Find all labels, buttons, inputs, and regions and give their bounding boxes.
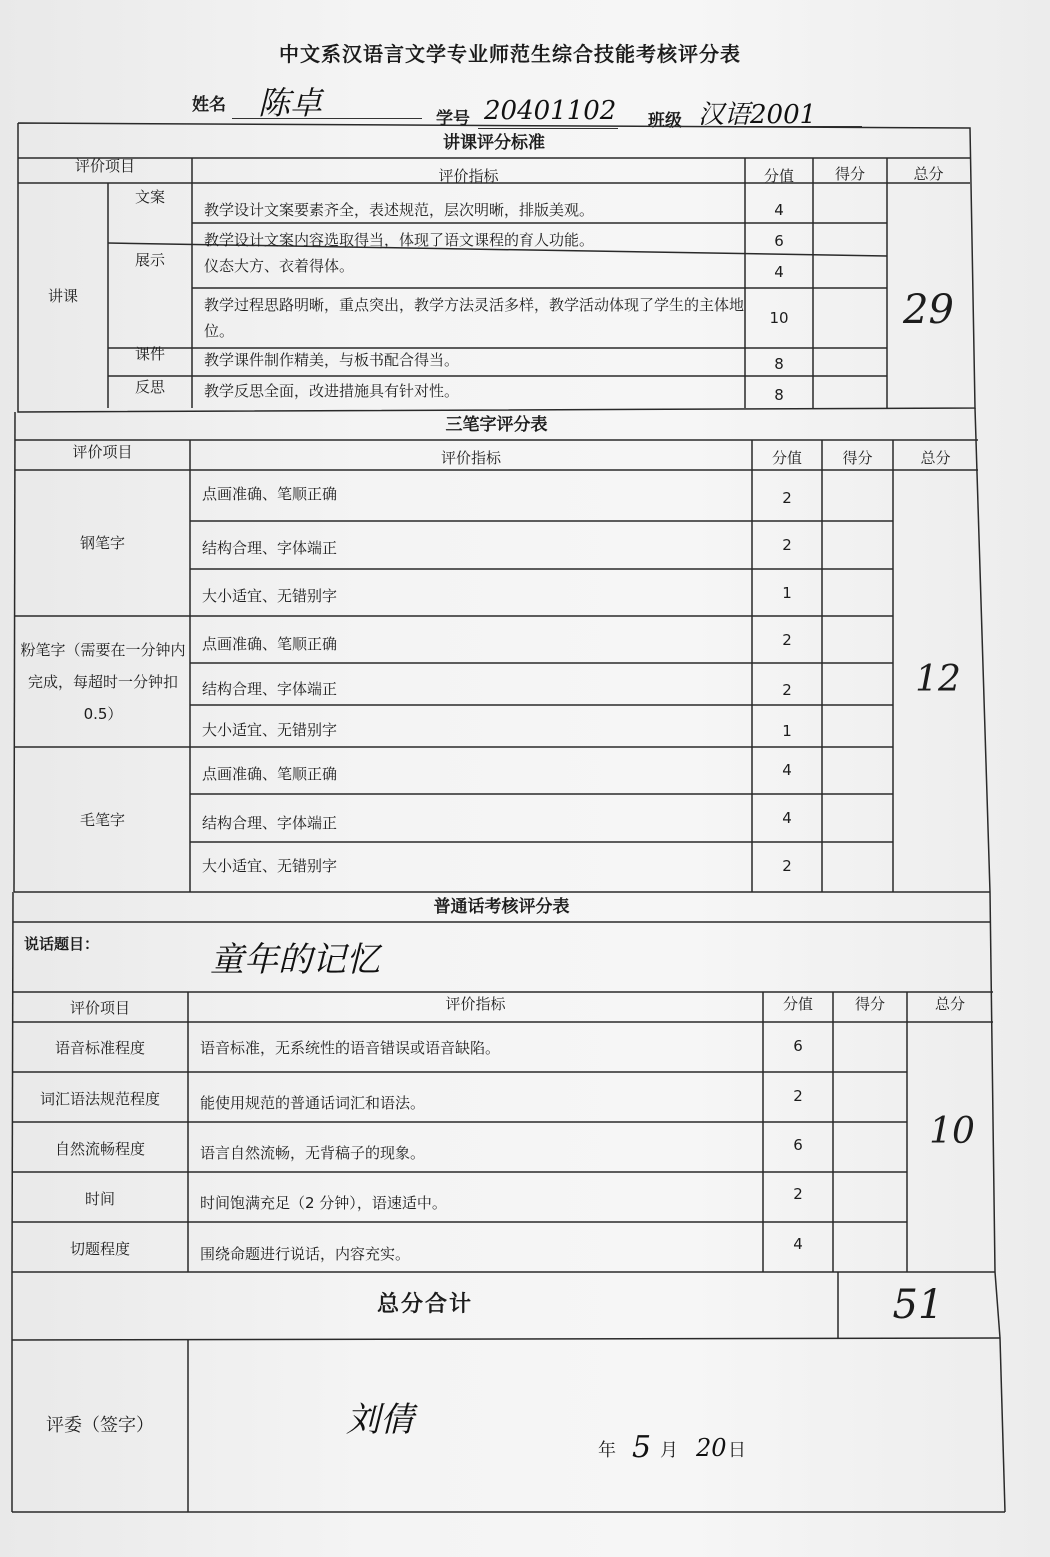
calligraphy-col-value: 分值 [771,449,802,467]
class-value: 汉语2001 [698,100,817,130]
calligraphy-row-indicator: 结构合理、字体端正 [202,680,338,698]
lecture-subcat-copy: 文案 [134,188,165,206]
mandarin-row-value: 6 [793,1136,803,1154]
lecture-total-score: 29 [903,287,954,333]
mandarin-col-indicator: 评价指标 [445,995,506,1013]
lecture-row-indicator: 教学过程思路明晰，重点突出，教学方法灵活多样，教学活动体现了学生的主体地位。 [204,296,745,340]
calligraphy-row-indicator: 点画准确、笔顺正确 [202,765,338,783]
mandarin-row-indicator: 能使用规范的普通话词汇和语法。 [200,1094,426,1112]
calligraphy-section-title: 三笔字评分表 [445,415,548,435]
date-month-value: 5 [632,1430,652,1465]
mandarin-row-value: 2 [793,1087,803,1105]
form-title: 中文系汉语言文学专业师范生综合技能考核评分表 [279,42,741,66]
calligraphy-row-indicator: 大小适宜、无错别字 [202,587,338,605]
lecture-row-indicator: 教学课件制作精美，与板书配合得当。 [204,351,460,369]
lecture-col-item: 评价项目 [74,157,135,175]
lecture-row-value: 8 [774,386,784,404]
lecture-col-indicator: 评价指标 [438,167,499,185]
mandarin-total-score: 10 [929,1111,975,1152]
mandarin-col-item: 评价项目 [69,999,130,1017]
lecture-subcat-reflection: 反思 [134,378,165,396]
calligraphy-group-pen: 钢笔字 [79,534,125,552]
lecture-row-value: 10 [769,309,789,327]
mandarin-col-total: 总分 [934,995,965,1013]
calligraphy-row-value: 2 [782,536,792,554]
lecture-col-value: 分值 [763,167,794,185]
date-day-label: 日 [728,1440,746,1461]
mandarin-col-value: 分值 [782,995,813,1013]
mandarin-row-item: 切题程度 [69,1240,130,1258]
lecture-section-title: 讲课评分标准 [443,133,545,153]
speech-topic-label: 说话题目： [24,935,100,953]
calligraphy-row-indicator: 点画准确、笔顺正确 [202,485,338,503]
mandarin-row-item: 自然流畅程度 [54,1140,145,1158]
lecture-row-value: 6 [774,232,784,250]
mandarin-section-title: 普通话考核评分表 [433,897,570,917]
mandarin-row-item: 语音标准程度 [54,1039,145,1057]
speech-topic-value: 童年的记忆 [210,940,380,980]
calligraphy-row-indicator: 大小适宜、无错别字 [202,721,338,739]
lecture-subcat-display: 展示 [134,251,165,269]
mandarin-row-value: 2 [793,1185,803,1203]
class-label: 班级 [648,111,682,131]
lecture-row-indicator: 教学设计文案要素齐全，表述规范，层次明晰，排版美观。 [204,201,595,219]
mandarin-row-item: 词汇语法规范程度 [39,1090,160,1108]
calligraphy-row-value: 2 [782,857,792,875]
calligraphy-row-value: 2 [782,489,792,507]
mandarin-row-value: 6 [793,1037,803,1055]
date-month-label: 月 [660,1440,678,1461]
lecture-subcat-slides: 课件 [134,345,165,363]
lecture-row-value: 8 [774,355,784,373]
mandarin-row-value: 4 [793,1235,803,1253]
calligraphy-group-brush: 毛笔字 [79,810,125,829]
name-value: 陈卓 [258,84,323,122]
mandarin-row-indicator: 时间饱满充足（2 分钟），语速适中。 [200,1194,447,1212]
grand-total-score: 51 [892,1282,944,1328]
lecture-row-indicator: 仪态大方、衣着得体。 [204,257,355,275]
calligraphy-row-value: 2 [782,631,792,649]
calligraphy-col-item: 评价项目 [72,443,133,461]
mandarin-row-item: 时间 [84,1190,115,1208]
calligraphy-row-indicator: 点画准确、笔顺正确 [202,635,338,653]
calligraphy-row-indicator: 大小适宜、无错别字 [202,857,338,875]
lecture-row-value: 4 [774,201,784,219]
date-year-label: 年 [598,1440,616,1461]
lecture-col-total: 总分 [913,165,944,183]
mandarin-row-indicator: 语言自然流畅，无背稿子的现象。 [200,1144,426,1162]
mandarin-row-indicator: 围绕命题进行说话，内容充实。 [200,1245,411,1263]
student-id-label: 学号 [436,109,470,129]
lecture-col-score: 得分 [834,165,865,183]
calligraphy-row-value: 4 [782,761,792,779]
mandarin-col-score: 得分 [854,995,885,1013]
calligraphy-row-value: 2 [782,681,792,699]
name-label: 姓名 [192,95,226,115]
lecture-category: 讲课 [47,286,78,305]
calligraphy-row-indicator: 结构合理、字体端正 [202,814,338,832]
calligraphy-row-value: 4 [782,809,792,827]
calligraphy-col-indicator: 评价指标 [440,449,501,467]
calligraphy-row-value: 1 [782,584,792,602]
student-id-value: 20401102 [484,96,617,126]
lecture-row-indicator: 教学反思全面，改进措施具有针对性。 [204,382,460,400]
lecture-row-indicator: 教学设计文案内容选取得当，体现了语文课程的育人功能。 [204,231,595,249]
calligraphy-row-value: 1 [782,722,792,740]
calligraphy-col-total: 总分 [920,449,951,467]
judge-label: 评委（签字） [46,1415,154,1436]
lecture-row-value: 4 [774,263,784,281]
date-day-value: 20 [696,1434,727,1462]
mandarin-row-indicator: 语音标准，无系统性的语音错误或语音缺陷。 [200,1039,501,1057]
calligraphy-col-score: 得分 [842,449,873,467]
calligraphy-total-score: 12 [915,659,961,700]
judge-signature: 刘倩 [346,1400,414,1440]
calligraphy-row-indicator: 结构合理、字体端正 [202,539,338,557]
calligraphy-group-chalk: 粉笔字（需要在一分钟内完成，每超时一分钟扣 0.5） [20,640,186,723]
grand-total-label: 总分合计 [376,1292,473,1317]
